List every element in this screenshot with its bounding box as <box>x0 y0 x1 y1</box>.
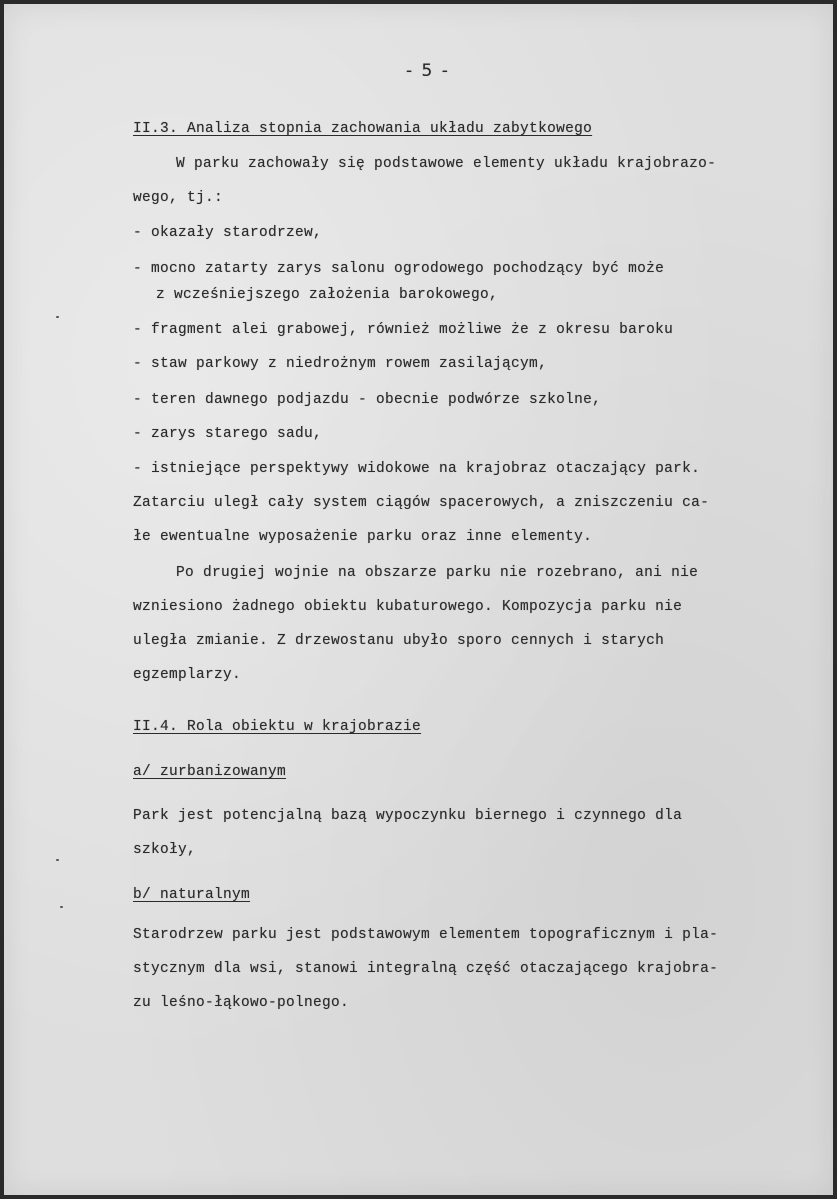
paragraph-line: wego, tj.: <box>133 190 224 206</box>
page-number: - 5 - <box>406 61 450 81</box>
paragraph-line: Starodrzew parku jest podstawowym elementem topograficznym i pla- <box>133 927 719 943</box>
document-page <box>4 4 833 1195</box>
margin-speck <box>56 859 59 861</box>
list-item: - fragment alei grabowej, również możliwe że z okresu baroku <box>133 322 674 338</box>
margin-speck <box>60 906 63 908</box>
subheading-urbanized: a/ zurbanizowanym <box>133 764 287 780</box>
paragraph-line: Zatarciu uległ cały system ciągów spacerowych, a zniszczeniu ca- <box>133 495 710 511</box>
paragraph-line: łe ewentualne wyposażenie parku oraz inne elementy. <box>133 529 593 545</box>
list-item: - staw parkowy z niedrożnym rowem zasilającym, <box>133 356 548 372</box>
paragraph-line: Po drugiej wojnie na obszarze parku nie rozebrano, ani nie <box>176 565 699 581</box>
subheading-natural: b/ naturalnym <box>133 887 251 903</box>
list-item: - mocno zatarty zarys salonu ogrodowego pochodzący być może <box>133 261 665 277</box>
paragraph-line: zu leśno-łąkowo-polnego. <box>133 995 350 1011</box>
paragraph-line: W parku zachowały się podstawowe elementy układu krajobrazo- <box>176 156 717 172</box>
paragraph-line: szkoły, <box>133 842 197 858</box>
paragraph-line: stycznym dla wsi, stanowi integralną część otaczającego krajobra- <box>133 961 719 977</box>
paragraph-line: uległa zmianie. Z drzewostanu ubyło sporo cennych i starych <box>133 633 665 649</box>
list-item: - okazały starodrzew, <box>133 225 323 241</box>
margin-speck <box>56 316 59 318</box>
section-heading-analysis: II.3. Analiza stopnia zachowania układu zabytkowego <box>133 121 593 137</box>
list-item: - teren dawnego podjazdu - obecnie podwórze szkolne, <box>133 392 602 408</box>
section-heading-landscape-role: II.4. Rola obiektu w krajobrazie <box>133 719 422 735</box>
list-item-continuation: z wcześniejszego założenia barokowego, <box>156 287 499 303</box>
paragraph-line: wzniesiono żadnego obiektu kubaturowego. Kompozycja parku nie <box>133 599 683 615</box>
paragraph-line: Park jest potencjalną bazą wypoczynku biernego i czynnego dla <box>133 808 683 824</box>
paragraph-line: egzemplarzy. <box>133 667 242 683</box>
list-item: - zarys starego sadu, <box>133 426 323 442</box>
list-item: - istniejące perspektywy widokowe na krajobraz otaczający park. <box>133 461 701 477</box>
